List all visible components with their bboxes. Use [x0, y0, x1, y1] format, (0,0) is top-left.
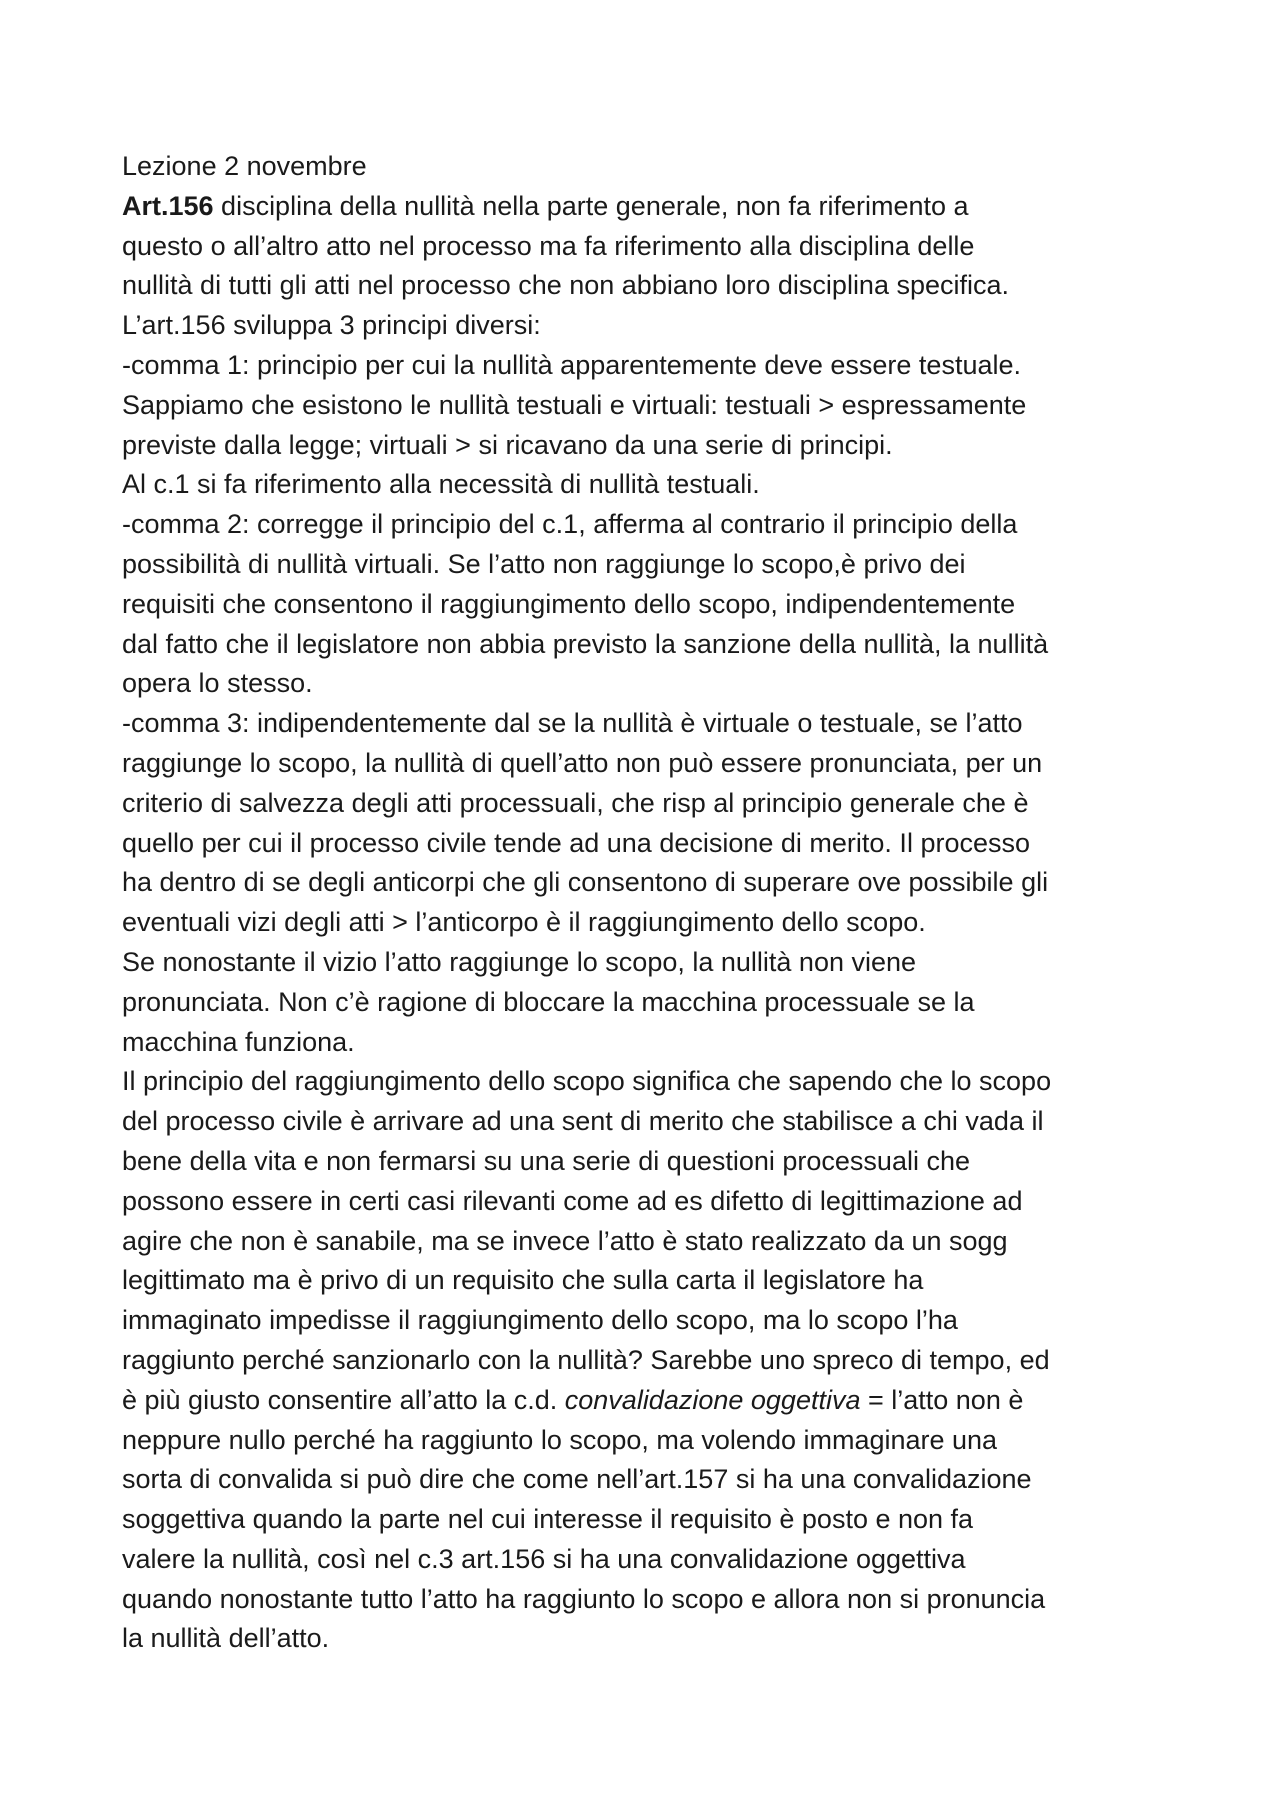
- principio-line-6: legittimato ma è privo di un requisito che sulla carta il legislatore ha: [122, 1265, 924, 1296]
- principio-line-13: valere la nullità, così nel c.3 art.156 si ha una convalidazione oggettiva: [122, 1543, 966, 1574]
- comma1-line-1: -comma 1: principio per cui la nullità apparentemente deve essere testuale.: [122, 349, 1021, 380]
- nonostante-line-3: macchina funziona.: [122, 1026, 355, 1057]
- comma2-line-5: opera lo stesso.: [122, 668, 313, 699]
- principio-line-3: bene della vita e non fermarsi su una serie di questioni processuali che: [122, 1145, 970, 1176]
- comma3-line-4: quello per cui il processo civile tende ad una decisione di merito. Il processo: [122, 827, 1030, 858]
- convalidazione-oggettiva-term: convalidazione oggettiva: [564, 1384, 861, 1415]
- comma3-line-6: eventuali vizi degli atti > l’anticorpo è il raggiungimento dello scopo.: [122, 907, 926, 938]
- comma1-line-4: Al c.1 si fa riferimento alla necessità di nullità testuali.: [122, 469, 760, 500]
- intro-line-2: questo o all’altro atto nel processo ma fa riferimento alla disciplina delle: [122, 230, 975, 261]
- principio-line-14: quando nonostante tutto l’atto ha raggiunto lo scopo e allora non si pronuncia: [122, 1583, 1046, 1614]
- principio-line-10: neppure nullo perché ha raggiunto lo scopo, ma volendo immaginare una: [122, 1424, 998, 1455]
- intro-line-4: L’art.156 sviluppa 3 principi diversi:: [122, 310, 541, 341]
- intro-line-1: [122, 187, 1182, 227]
- principio-line-15: la nullità dell’atto.: [122, 1623, 330, 1654]
- nonostante-line-1: Se nonostante il vizio l’atto raggiunge lo scopo, la nullità non viene: [122, 946, 917, 977]
- principio-line-12: soggettiva quando la parte nel cui interesse il requisito è posto e non fa: [122, 1504, 974, 1535]
- comma1-line-2: Sappiamo che esistono le nullità testuali e virtuali: testuali > espressamente: [122, 389, 1027, 420]
- comma1-line-3: previste dalla legge; virtuali > si ricavano da una serie di principi.: [122, 429, 893, 460]
- comma3-line-2: raggiunge lo scopo, la nullità di quell’atto non può essere pronunciata, per un: [122, 747, 1043, 778]
- principio-line-8: raggiunto perché sanzionarlo con la nullità? Sarebbe uno spreco di tempo, ed: [122, 1344, 1050, 1375]
- document-title: Lezione 2 novembre: [122, 151, 367, 181]
- nonostante-line-2: pronunciata. Non c’è ragione di bloccare la macchina processuale se la: [122, 986, 975, 1017]
- document-page: [122, 147, 1182, 1659]
- comma3-line-3: criterio di salvezza degli atti processuali, che risp al principio generale che è: [122, 787, 1029, 818]
- intro-line-1-text: disciplina della nullità nella parte generale, non fa riferimento a: [213, 190, 969, 221]
- comma2-line-2: possibilità di nullità virtuali. Se l’atto non raggiunge lo scopo,è privo dei: [122, 548, 966, 579]
- comma2-line-4: dal fatto che il legislatore non abbia previsto la sanzione della nullità, la nullità: [122, 628, 1049, 659]
- intro-line-3: nullità di tutti gli atti nel processo che non abbiano loro disciplina specifica.: [122, 270, 1010, 301]
- article-label: Art.156: [122, 190, 214, 221]
- comma3-line-1: -comma 3: indipendentemente dal se la nullità è virtuale o testuale, se l’atto: [122, 708, 1023, 739]
- principio-line-9-after: = l’atto non è: [860, 1384, 1024, 1415]
- principio-line-11: sorta di convalida si può dire che come nell’art.157 si ha una convalidazione: [122, 1464, 1032, 1495]
- principio-line-9: [122, 1381, 1182, 1421]
- principio-line-2: del processo civile è arrivare ad una sent di merito che stabilisce a chi vada il: [122, 1106, 1044, 1137]
- comma3-line-5: ha dentro di se degli anticorpi che gli consentono di superare ove possibile gli: [122, 867, 1049, 898]
- comma2-line-1: -comma 2: corregge il principio del c.1, afferma al contrario il principio della: [122, 509, 1018, 540]
- principio-line-5: agire che non è sanabile, ma se invece l’atto è stato realizzato da un sogg: [122, 1225, 1008, 1256]
- principio-line-9-before: è più giusto consentire all’atto la c.d.: [122, 1384, 565, 1415]
- comma2-line-3: requisiti che consentono il raggiungimento dello scopo, indipendentemente: [122, 588, 1016, 619]
- principio-line-7: immaginato impedisse il raggiungimento dello scopo, ma lo scopo l’ha: [122, 1305, 958, 1336]
- principio-line-1: Il principio del raggiungimento dello scopo significa che sapendo che lo scopo: [122, 1066, 1052, 1097]
- principio-line-4: possono essere in certi casi rilevanti come ad es difetto di legittimazione ad: [122, 1185, 1023, 1216]
